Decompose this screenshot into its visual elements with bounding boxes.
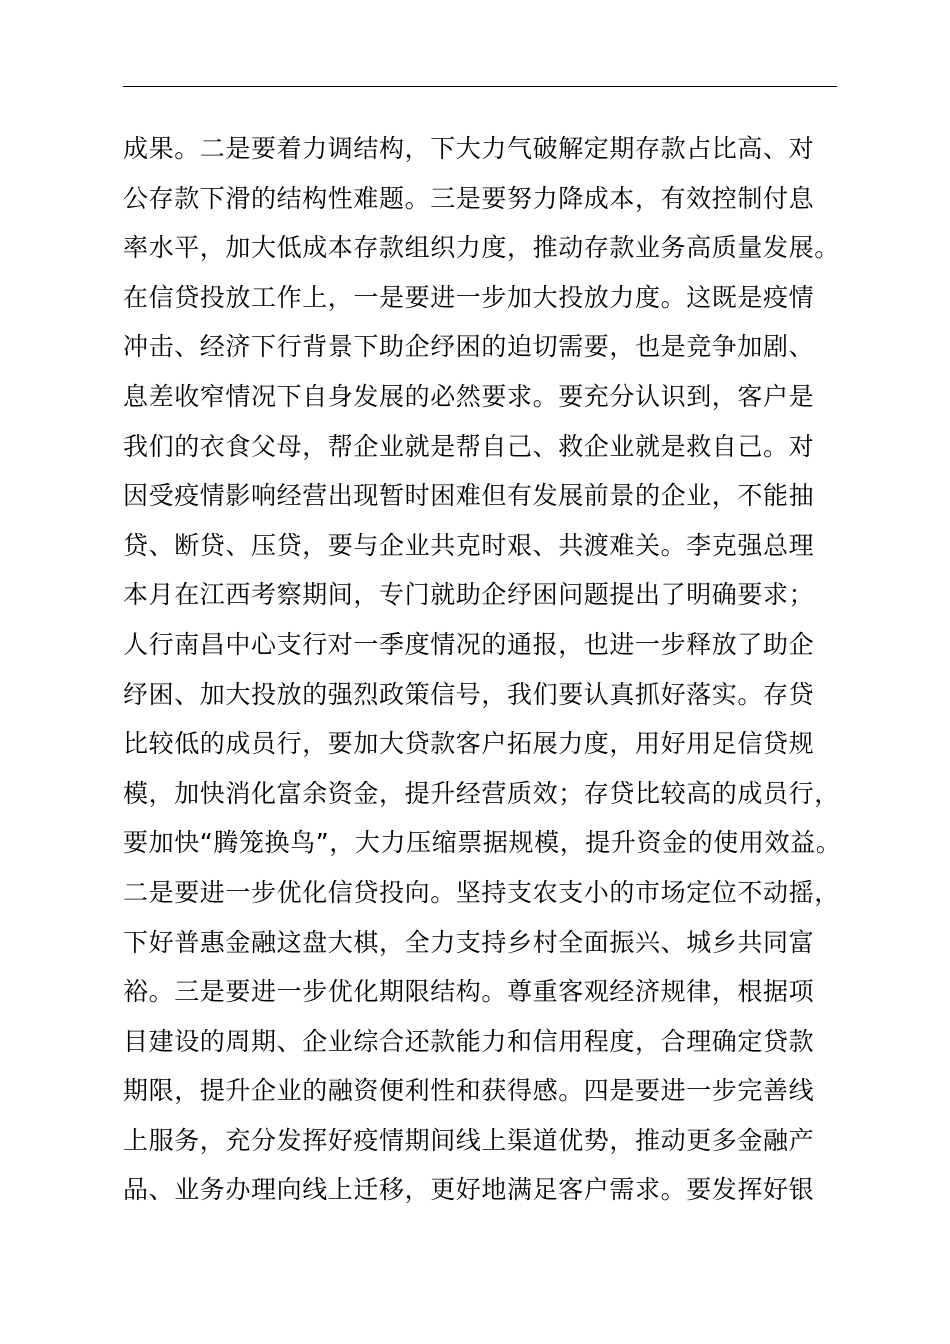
text-line: 目建设的周期、企业综合还款能力和信用程度，合理确定贷款	[123, 1026, 815, 1056]
text-line: 在信贷投放工作上，一是要进一步加大投放力度。这既是疫情	[123, 282, 815, 312]
text-line: 息差收窄情况下自身发展的必然要求。要充分认识到，客户是	[123, 381, 815, 411]
text-line: 因受疫情影响经营出现暂时困难但有发展前景的企业，不能抽	[123, 481, 815, 511]
text-line: 二是要进一步优化信贷投向。坚持支农支小的市场定位不动摇，	[123, 877, 840, 907]
text-line: 公存款下滑的结构性难题。三是要努力降成本，有效控制付息	[123, 183, 815, 213]
text-line: 贷、断贷、压贷，要与企业共克时艰、共渡难关。李克强总理	[123, 530, 815, 560]
text-line: 我们的衣食父母，帮企业就是帮自己、救企业就是救自己。对	[123, 431, 815, 461]
text-line: 率水平，加大低成本存款组织力度，推动存款业务高质量发展。	[123, 233, 840, 263]
text-line: 冲击、经济下行背景下助企纾困的迫切需要，也是竞争加剧、	[123, 332, 815, 362]
text-line: 比较低的成员行，要加大贷款客户拓展力度，用好用足信贷规	[123, 729, 815, 759]
body-text	[123, 124, 883, 1215]
text-line: 期限，提升企业的融资便利性和获得感。四是要进一步完善线	[123, 1076, 815, 1106]
text-line: 本月在江西考察期间，专门就助企纾困问题提出了明确要求；	[123, 580, 815, 610]
text-line: 人行南昌中心支行对一季度情况的通报，也进一步释放了助企	[123, 629, 815, 659]
header-rule	[123, 86, 837, 87]
text-line: 裕。三是要进一步优化期限结构。尊重客观经济规律，根据项	[123, 977, 815, 1007]
text-line: 成果。二是要着力调结构，下大力气破解定期存款占比高、对	[123, 134, 815, 163]
text-line: 模，加快消化富余资金，提升经营质效；存贷比较高的成员行，	[123, 778, 840, 808]
text-line: 要加快“腾笼换鸟”，大力压缩票据规模，提升资金的使用效益。	[123, 828, 842, 858]
text-line: 上服务，充分发挥好疫情期间线上渠道优势，推动更多金融产	[123, 1125, 815, 1155]
text-line: 品、业务办理向线上迁移，更好地满足客户需求。要发挥好银	[123, 1175, 815, 1205]
text-line: 纾困、加大投放的强烈政策信号，我们要认真抓好落实。存贷	[123, 679, 815, 709]
text-line: 下好普惠金融这盘大棋，全力支持乡村全面振兴、城乡共同富	[123, 927, 815, 957]
